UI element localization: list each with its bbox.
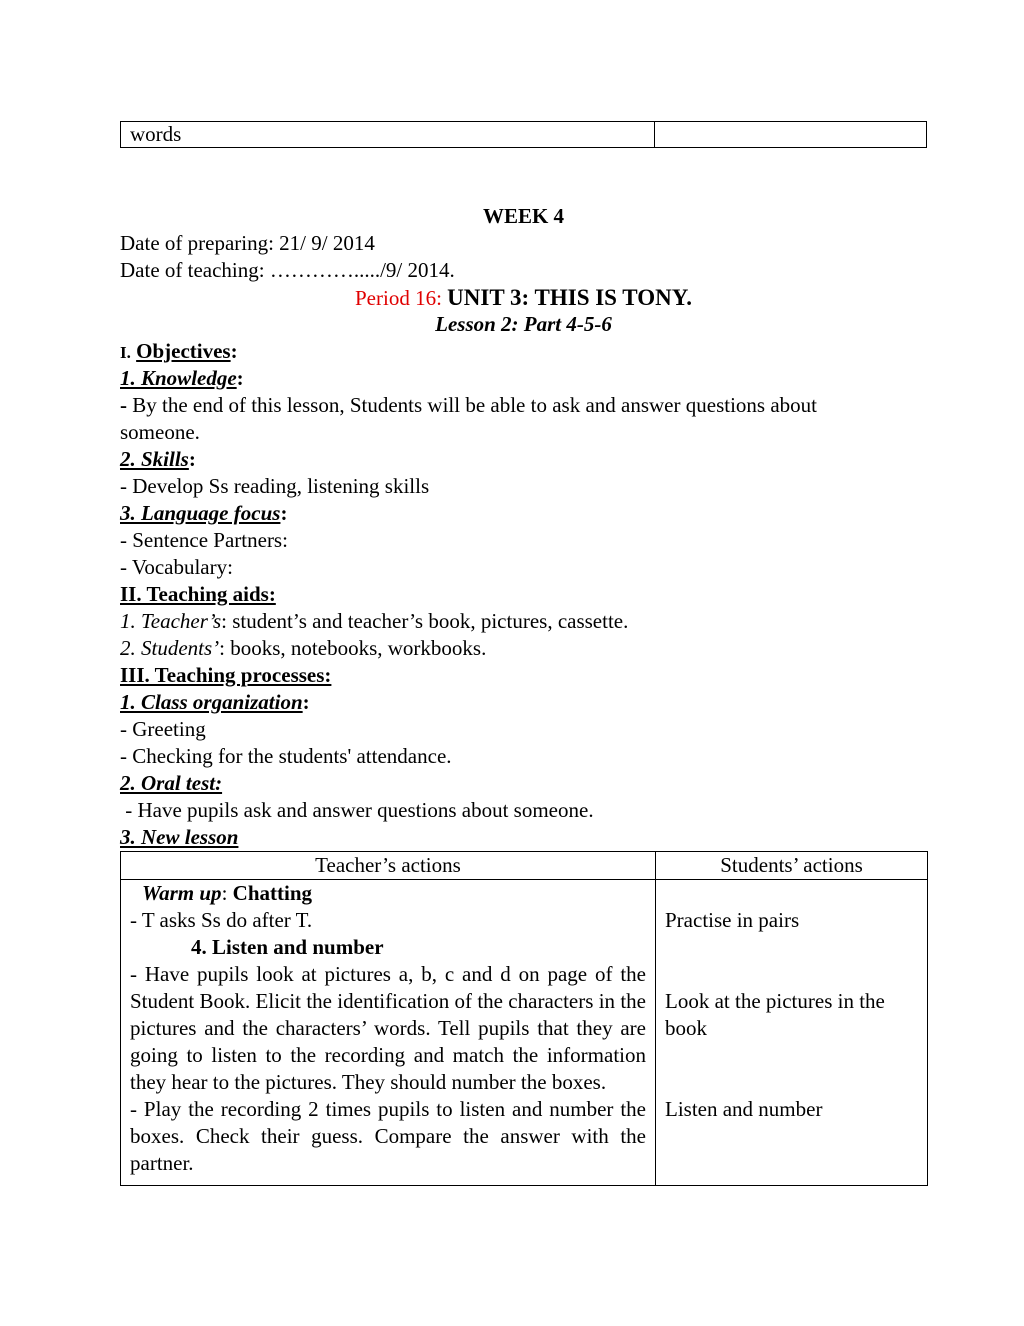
table-cell: words — [121, 122, 655, 148]
knowledge-label: 1. Knowledge — [120, 366, 237, 390]
students-aids-line — [120, 635, 927, 662]
new-lesson-heading: 3. New lesson — [120, 825, 239, 849]
teacher-actions-header: Teacher’s actions — [121, 852, 656, 880]
date-teaching: Date of teaching: …………...../9/ 2014. — [120, 258, 455, 282]
warmup-label: Warm up — [142, 881, 222, 905]
top-table — [120, 121, 927, 148]
table-cell — [655, 122, 927, 148]
students-aids-label: 2. Students’ — [120, 636, 220, 660]
objectives-label: Objectives — [136, 339, 231, 363]
knowledge-text: By the end of this lesson, Students will be able to ask and answer questions about — [127, 393, 817, 417]
oral-test-line: - Have pupils ask and answer questions about someone. — [120, 798, 594, 822]
warmup-title: Chatting — [232, 881, 313, 905]
oral-test-heading: 2. Oral test: — [120, 771, 223, 795]
knowledge-line-2: someone. — [120, 420, 200, 444]
period-label: Period 16: — [355, 286, 442, 310]
class-org-heading: 1. Class organization: — [120, 690, 310, 714]
skills-label: 2. Skills — [120, 447, 189, 471]
teacher-line-1: - T asks Ss do after T. — [130, 908, 313, 932]
student-line-1: Practise in pairs — [665, 908, 800, 932]
student-line-3: Listen and number — [665, 1097, 823, 1121]
period-title — [120, 284, 927, 311]
teacher-aids-line — [120, 608, 927, 635]
warmup-line — [130, 880, 646, 907]
table-header-row — [121, 852, 928, 880]
knowledge-heading: 1. Knowledge: — [120, 366, 244, 390]
skills-line: - Develop Ss reading, listening skills — [120, 474, 430, 498]
lesson-plan — [120, 203, 927, 1186]
week-heading: WEEK 4 — [482, 204, 565, 228]
class-org-line: - Greeting — [120, 717, 206, 741]
students-actions-cell — [656, 880, 928, 1186]
lesson-subtitle: Lesson 2: Part 4-5-6 — [435, 312, 612, 336]
teacher-actions-cell — [121, 880, 656, 1186]
knowledge-dash: - — [120, 393, 127, 417]
date-preparing: Date of preparing: 21/ 9/ 2014 — [120, 231, 375, 255]
student-line-2: Look at the pictures in the book — [665, 989, 885, 1040]
teacher-paragraph-2: - Play the recording 2 times pupils to listen and number the boxes. Check their guess. Compare the answer with the partner. — [130, 1097, 646, 1175]
warmup-colon: : — [221, 881, 233, 905]
teaching-aids-heading: II. Teaching aids: — [120, 582, 276, 606]
students-actions-header: Students’ actions — [656, 852, 928, 880]
teaching-processes-heading: III. Teaching processes: — [120, 663, 332, 687]
skills-heading: 2. Skills: — [120, 447, 196, 471]
table-row — [121, 122, 927, 148]
class-org-label: 1. Class organization — [120, 690, 303, 714]
objectives-colon: : — [230, 339, 238, 363]
unit-title: UNIT 3: THIS IS TONY. — [447, 285, 692, 310]
language-focus-heading: 3. Language focus: — [120, 501, 288, 525]
class-org-line-2: - Checking for the students' attendance. — [120, 744, 452, 768]
knowledge-line — [120, 392, 927, 419]
students-aids-text: : books, notebooks, workbooks. — [219, 636, 487, 660]
teacher-paragraph-1: - Have pupils look at pictures a, b, c and d on page of the Student Book. Elicit the identification of the characters in the pictures and the characters’ words. Tell pupils that they are going to listen to the recording and match the information they hear to the pictures. They should number the boxes. — [130, 962, 646, 1094]
teacher-aids-text: : student’s and teacher’s book, pictures, cassette. — [221, 609, 629, 633]
table-row — [121, 880, 928, 1186]
objectives-num: I. — [120, 343, 131, 362]
objectives-heading — [120, 338, 927, 365]
language-focus-line: - Sentence Partners: — [120, 528, 288, 552]
listen-number-title: 4. Listen and number — [191, 935, 384, 959]
language-focus-line-2: - Vocabulary: — [120, 555, 233, 579]
teacher-aids-label: 1. Teacher’s — [120, 609, 222, 633]
lesson-table — [120, 851, 928, 1186]
language-focus-label: 3. Language focus — [120, 501, 281, 525]
